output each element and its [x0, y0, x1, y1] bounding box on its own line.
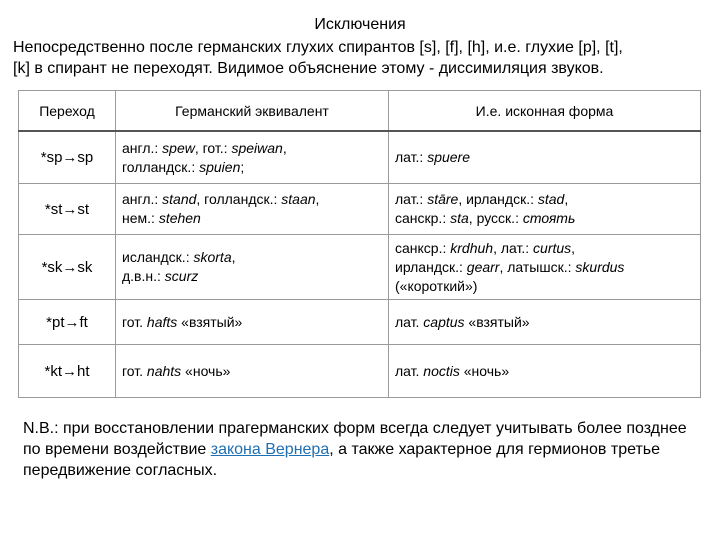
table-row [19, 131, 701, 184]
cell-text: ирландск.: [395, 258, 467, 275]
cell-text: («короткий») [395, 277, 478, 294]
transition-cell: *sp→sp [19, 131, 116, 184]
note-text-2: , а также характерное для гермионов третье передвижение согласных. [23, 441, 661, 479]
cell-text: , [564, 191, 569, 207]
transition-cell: *pt→ft [19, 300, 116, 345]
cell-word-italic: стоять [522, 210, 576, 226]
header-transition: Переход [19, 91, 116, 132]
cell-word-italic: noctis [423, 362, 460, 379]
cell-text: исландск.: [122, 249, 194, 265]
note-paragraph [23, 418, 703, 481]
header-germanic: Германский эквивалент [116, 91, 389, 132]
germanic-cell [116, 235, 389, 300]
cell-text: англ.: [122, 139, 163, 156]
cell-word-italic: stāre [427, 191, 459, 207]
cell-text: гот. [122, 313, 147, 330]
germanic-cell [116, 300, 389, 345]
cell-text: , [231, 249, 236, 265]
cell-text: санскр.: [395, 210, 451, 226]
note-text-1: : при восстановлении прагерманских форм всегда следует учитывать более позднее по времени воздействие [23, 420, 687, 458]
cell-text: ; [240, 158, 245, 175]
cell-text: «ночь» [181, 362, 231, 379]
cell-word-italic: spew [162, 139, 195, 156]
header-ie-form: И.е. исконная форма [389, 91, 701, 132]
table-row [19, 300, 701, 345]
cell-word-italic: skurdus [575, 258, 625, 275]
table-row [19, 235, 701, 300]
cell-text: «взятый» [177, 313, 243, 330]
cell-word-italic: staan [281, 191, 316, 207]
cell-word-italic: nahts [146, 362, 182, 379]
transition-cell: *kt→ht [19, 345, 116, 398]
ie-form-cell [389, 235, 701, 300]
sound-transition-table [18, 90, 701, 398]
intro-line-2: [k] в спирант не переходят. Видимое объяснение этому - диссимиляция звуков. [13, 60, 604, 77]
cell-text: «взятый» [464, 313, 530, 330]
cell-text: , гот.: [194, 139, 232, 156]
cell-text: лат.: [395, 149, 428, 165]
table-row [19, 184, 701, 235]
cell-text: гот. [122, 362, 147, 379]
table-header-row [19, 91, 701, 132]
cell-word-italic: hafts [146, 313, 178, 330]
intro-line-1: Непосредственно после германских глухих спирантов [s], [f], [h], и.е. глухие [p], [t], [13, 39, 623, 56]
ie-form-cell [389, 184, 701, 235]
cell-text: , ирландск.: [458, 191, 538, 207]
cell-text: , лат.: [493, 239, 534, 256]
cell-word-italic: scurz [164, 268, 199, 284]
cell-word-italic: stad [537, 191, 565, 207]
cell-text: , [282, 139, 287, 156]
cell-word-italic: sta [450, 210, 469, 226]
cell-word-italic: krdhuh [450, 239, 494, 256]
cell-text: санкср.: [395, 239, 451, 256]
cell-word-italic: curtus [533, 239, 572, 256]
cell-text: лат. [395, 313, 424, 330]
cell-word-italic: speiwan [231, 139, 283, 156]
cell-text: д.в.н.: [122, 268, 165, 284]
cell-text: «ночь» [459, 362, 510, 379]
ie-form-cell [389, 300, 701, 345]
ie-form-cell [389, 131, 701, 184]
cell-word-italic: captus [423, 313, 465, 330]
cell-word-italic: stehen [158, 210, 201, 226]
verner-law-link[interactable]: закона Вернера [210, 441, 330, 458]
cell-word-italic: stand [162, 191, 197, 207]
cell-text: лат.: [395, 191, 428, 207]
ie-form-cell [389, 345, 701, 398]
page-title: Исключения [314, 16, 406, 33]
intro-paragraph [13, 37, 713, 79]
cell-text: , русск.: [468, 210, 523, 226]
cell-text: , голландск.: [196, 191, 282, 207]
cell-word-italic: skorta [193, 249, 232, 265]
cell-text: англ.: [122, 191, 163, 207]
cell-word-italic: gearr [466, 258, 500, 275]
cell-text: лат. [395, 362, 424, 379]
germanic-cell [116, 131, 389, 184]
transition-cell: *sk→sk [19, 235, 116, 300]
cell-word-italic: spuere [427, 149, 470, 165]
germanic-cell [116, 184, 389, 235]
cell-text: , [571, 239, 576, 256]
table-row [19, 345, 701, 398]
cell-text: нем.: [122, 210, 159, 226]
transition-cell: *st→st [19, 184, 116, 235]
nb-label: N.B. [23, 420, 55, 437]
cell-word-italic: spuien [199, 158, 241, 175]
cell-text: , [315, 191, 320, 207]
germanic-cell [116, 345, 389, 398]
cell-text: голландск.: [122, 158, 200, 175]
cell-text: , латышск.: [499, 258, 576, 275]
